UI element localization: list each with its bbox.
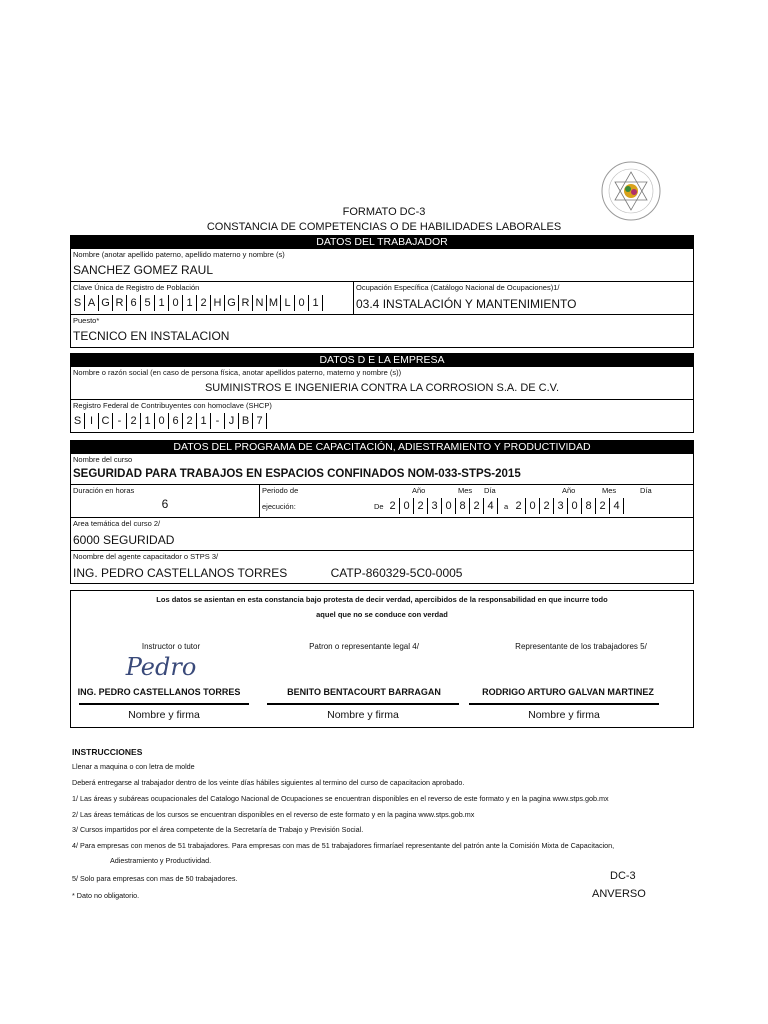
form-title: CONSTANCIA DE COMPETENCIAS O DE HABILIDADES LABORALES [206, 221, 562, 233]
area-value: 6000 SEGURIDAD [73, 533, 175, 547]
periodo-label-2: ejecución: [262, 502, 296, 511]
nombre-firma-1: Nombre y firma [128, 709, 200, 721]
protesta-line-2: aquel que no se conduce con verdad [316, 610, 448, 619]
curp-char-box: 1 [309, 295, 323, 311]
rfc-char-box: 6 [169, 413, 183, 429]
fecha-inicio-char-box: 4 [484, 498, 498, 514]
fecha-inicio-char-box: 0 [442, 498, 456, 514]
instruccion-line: Llenar a maquina o con letra de molde [72, 762, 195, 771]
razon-label: Nombre o razón social (en caso de persona física, anotar apellidos paterno, materno y nombre (s)) [73, 368, 402, 377]
fecha-fin-char-box: 8 [582, 498, 596, 514]
instrucciones-title: INSTRUCCIONES [72, 747, 143, 757]
section-bar-empresa: DATOS D E LA EMPRESA [70, 353, 694, 367]
curp-char-box: 2 [197, 295, 211, 311]
fecha-fin-boxes [512, 498, 624, 514]
fecha-inicio-char-box: 8 [456, 498, 470, 514]
fecha-fin-char-box: 4 [610, 498, 624, 514]
curp-char-box: R [239, 295, 253, 311]
fecha-fin-char-box: 0 [526, 498, 540, 514]
instructor-signature: Pedro [125, 653, 197, 681]
mes-label-2: Mes [602, 486, 617, 495]
rfc-char-box: - [211, 413, 225, 429]
signature-line-3 [469, 703, 659, 705]
fecha-fin-char-box: 3 [554, 498, 568, 514]
name-instructor: ING. PEDRO CASTELLANOS TORRES [77, 687, 241, 697]
nombre-label: Nombre (anotar apellido paterno, apellido materno y nombre (s) [73, 250, 285, 259]
instruccion-line: * Dato no obligatorio. [72, 891, 140, 900]
rfc-char-box: 1 [141, 413, 155, 429]
de-label: De [374, 502, 384, 511]
name-representante: RODRIGO ARTURO GALVAN MARTINEZ [482, 687, 654, 697]
curp-char-box: 1 [155, 295, 169, 311]
signature-section [70, 590, 694, 728]
curp-char-box: M [267, 295, 281, 311]
rfc-char-box: I [85, 413, 99, 429]
dia-label-1: Día [484, 486, 496, 495]
signature-line-1 [79, 703, 249, 705]
nombre-firma-3: Nombre y firma [528, 709, 600, 721]
role-representante: Representante de los trabajadores 5/ [515, 642, 647, 651]
fecha-inicio-char-box: 2 [386, 498, 400, 514]
curp-char-box: 6 [127, 295, 141, 311]
curso-value: SEGURIDAD PARA TRABAJOS EN ESPACIOS CONFINADOS NOM-033-STPS-2015 [73, 468, 521, 480]
anio-label-2: Año [562, 486, 576, 495]
rfc-char-box: B [239, 413, 253, 429]
curp-char-box: R [113, 295, 127, 311]
instruccion-line: 3/ Cursos impartidos por el área competente de la Secretaría de Trabajo y Previsión Social. [72, 825, 364, 834]
section-empresa [70, 367, 694, 433]
fecha-inicio-char-box: 0 [400, 498, 414, 514]
curp-char-box: N [253, 295, 267, 311]
section-bar-programa: DATOS DEL PROGRAMA DE CAPACITACIÓN, ADIESTRAMIENTO Y PRODUCTIVIDAD [70, 440, 694, 454]
anverso-label: ANVERSO [592, 888, 646, 900]
duracion-label: Duración en horas [73, 486, 135, 495]
rfc-char-box: 1 [197, 413, 211, 429]
rfc-char-box: 7 [253, 413, 267, 429]
duracion-value: 6 [161, 497, 169, 511]
rfc-char-box: C [99, 413, 113, 429]
instruccion-line: 2/ Las áreas temáticas de los cursos se encuentran disponibles en el reverso de este formato y en la pagina www.stps.gob.mx [72, 810, 475, 819]
ocupacion-label: Ocupación Específica (Catálogo Nacional de Ocupaciones)1/ [356, 283, 560, 292]
rfc-char-box: 2 [183, 413, 197, 429]
curp-char-box: A [85, 295, 99, 311]
section-trabajador [70, 249, 694, 348]
rfc-char-box: J [225, 413, 239, 429]
curp-label: Clave Única de Registro de Población [73, 283, 200, 292]
fecha-fin-char-box: 2 [540, 498, 554, 514]
signature-line-2 [267, 703, 459, 705]
curp-char-box: L [281, 295, 295, 311]
nombre-firma-2: Nombre y firma [327, 709, 399, 721]
curp-char-box: 0 [295, 295, 309, 311]
rfc-char-box: 2 [127, 413, 141, 429]
fecha-inicio-char-box: 2 [414, 498, 428, 514]
fecha-inicio-char-box: 2 [470, 498, 484, 514]
form-code: FORMATO DC-3 [342, 206, 426, 218]
agente-registro: CATP-860329-5C0-0005 [330, 566, 463, 580]
agente-value: ING. PEDRO CASTELLANOS TORRES [73, 566, 288, 580]
instruccion-line: 5/ Solo para empresas con mas de 50 trabajadores. [72, 874, 238, 883]
curp-char-box: S [71, 295, 85, 311]
rfc-char-box: 0 [155, 413, 169, 429]
rfc-char-box: S [71, 413, 85, 429]
curp-boxes [71, 295, 353, 311]
nombre-value: SANCHEZ GOMEZ RAUL [73, 263, 214, 277]
dc3-code: DC-3 [610, 870, 636, 882]
curso-label: Nombre del curso [73, 455, 133, 464]
fecha-fin-char-box: 2 [512, 498, 526, 514]
puesto-value: TECNICO EN INSTALACION [73, 329, 230, 343]
curp-char-box: G [225, 295, 239, 311]
instruccion-line: 4/ Para empresas con menos de 51 trabajadores. Para empresas con mas de 51 trabajadores firmaríael representante del patrón ante la Comisión Mixta de Capacitacion, [72, 841, 615, 850]
dc3-form [70, 235, 694, 728]
periodo-label-1: Periodo de [262, 486, 299, 495]
curp-char-box: G [99, 295, 113, 311]
puesto-label: Puesto* [73, 316, 100, 325]
fecha-fin-char-box: 2 [596, 498, 610, 514]
a-label: a [504, 502, 509, 511]
role-patron: Patron o representante legal 4/ [309, 642, 419, 651]
area-label: Area temática del curso 2/ [73, 519, 161, 528]
section-bar-trabajador: DATOS DEL TRABAJADOR [70, 235, 694, 249]
mes-label-1: Mes [458, 486, 473, 495]
fecha-inicio-char-box: 3 [428, 498, 442, 514]
protesta-line-1: Los datos se asientan en esta constancia bajo protesta de decir verdad, apercibidos de la responsabilidad en que incurre todo [156, 595, 608, 604]
curp-char-box: 1 [183, 295, 197, 311]
curp-char-box: H [211, 295, 225, 311]
fecha-inicio-boxes [386, 498, 498, 514]
instruccion-line: Adiestramiento y Productividad. [110, 856, 212, 865]
instruccion-line: 1/ Las áreas y subáreas ocupacionales del Catalogo Nacional de Ocupaciones se encuentran disponibles en el reverso de este formato y en la pagina www.stps.gob.mx [72, 794, 609, 803]
agente-label: Noombre del agente capacitador o STPS 3/ [73, 552, 219, 561]
name-patron: BENITO BENTACOURT BARRAGAN [287, 687, 441, 697]
razon-value: SUMINISTROS E INGENIERIA CONTRA LA CORROSION S.A. DE C.V. [204, 382, 560, 394]
anio-label-1: Año [412, 486, 426, 495]
rfc-char-box: - [113, 413, 127, 429]
instruccion-line: Deberá entregarse al trabajador dentro de los veinte días hábiles siguientes al termino del curso de capacitacion aprobado. [72, 778, 465, 787]
curp-char-box: 0 [169, 295, 183, 311]
role-instructor: Instructor o tutor [141, 642, 201, 651]
dia-label-2: Día [640, 486, 652, 495]
rfc-boxes [71, 413, 693, 429]
rfc-label: Registro Federal de Contribuyentes con homoclave (SHCP) [73, 401, 272, 410]
section-programa [70, 454, 694, 584]
ocupacion-value: 03.4 INSTALACIÓN Y MANTENIMIENTO [356, 297, 577, 311]
curp-char-box: 5 [141, 295, 155, 311]
fecha-fin-char-box: 0 [568, 498, 582, 514]
